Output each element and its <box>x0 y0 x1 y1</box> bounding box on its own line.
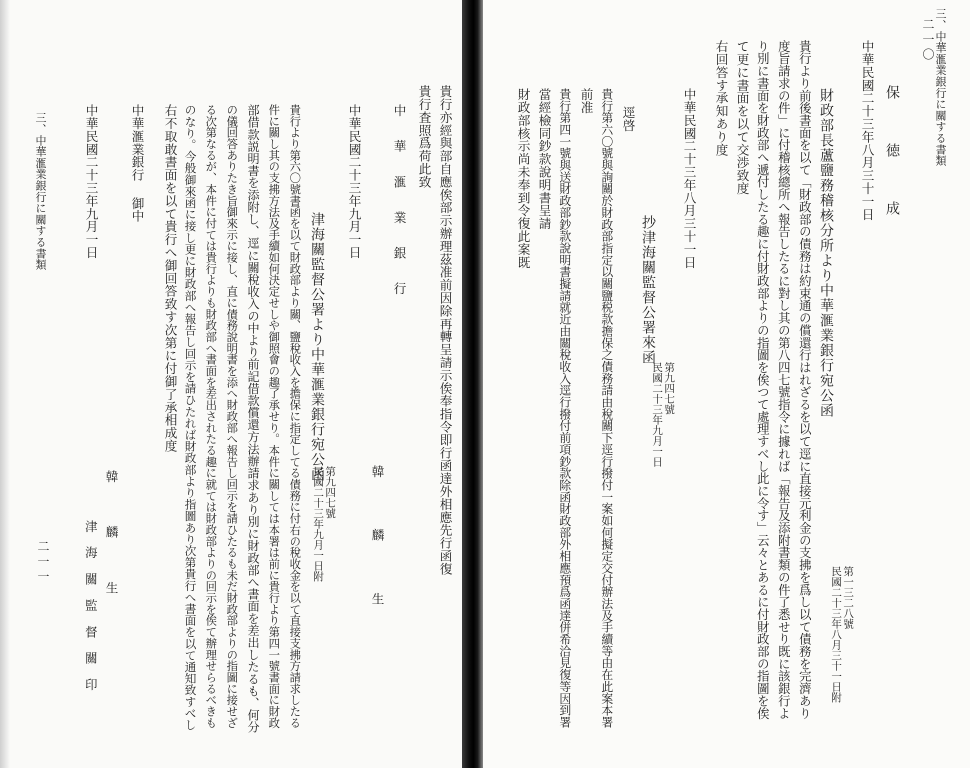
body-line: て更に書面を以て交渉致度 <box>734 40 750 195</box>
salutation: 逕啓 <box>620 106 636 132</box>
body-line: 貴行より前後書面を以て「財政部の債務は約束通の償還行はれざるを以て逕に直接元利金の支拂を爲し以て債務を完濟あり <box>797 40 812 720</box>
copy-heading: 抄津海關監督公署來函 <box>640 215 656 365</box>
copy-doc-number: 第九四七號 <box>663 362 676 415</box>
date-line: 中華民國二十三年九月一日 <box>83 104 99 259</box>
left-page <box>0 0 462 768</box>
letter-heading: 財政部長蘆鹽務稽核分所より中華滙業銀行宛公函 <box>818 88 834 418</box>
body-line: 度旨請求の件」に付稽核總所へ報告したるに對し其の第八四七號指令に據れば「報告及添附書類の件了悉せり既に該銀行よ <box>776 40 791 720</box>
doc-number-date <box>830 566 854 703</box>
signature-name: 韓 麟 生 <box>103 470 119 608</box>
body-line: の儀回答ありたき旨御來示に接し、直に債務說明書を添へ財政部へ報告し回示を請ひたるも未だ財政部よりの指圖に接せざ <box>225 104 240 729</box>
body-line: る次第なるが、本件に付ては貴行よりも財政部へ書面を差出されたる趣に就ては財政部よりの回示を俟て辦理せらるべきも <box>204 104 219 729</box>
doc-number-date <box>312 466 336 582</box>
copy-doc-number-date <box>651 362 675 467</box>
copy-body-line: 前准 <box>578 88 594 114</box>
addressee-closing: 中華滙業銀行 御中 <box>129 104 145 223</box>
book-gutter <box>462 0 483 768</box>
author-name: 保 徳 成 <box>884 85 900 229</box>
running-head: 三、中華滙業銀行に關する書類 <box>34 112 47 271</box>
letter-heading: 津海關監督公署より中華滙業銀行宛公函 <box>309 212 325 482</box>
right-page <box>483 0 970 768</box>
doc-number: 第九四七號 <box>324 466 337 519</box>
date-line: 中華民國二十三年八月三十一日 <box>859 40 875 221</box>
top-line: 貴行査照爲荷此致 <box>416 85 432 189</box>
author-name: 韓 麟 生 <box>369 465 385 623</box>
copy-body-line: 貴行第四一號與送財政部鈔款說明書擬請就近由關稅收入逕行撥付前項鈔款除函財政部外相應預爲函達併希洽見復等因到署 <box>557 88 572 728</box>
copy-doc-date: 民國二十三年九月一日 <box>651 362 664 467</box>
body-line: のなり。今般御來函に接し更に財政部へ報告し回示を請ひたれば財政部より指圖あり次第貴行へ書面を以て通知致すべし <box>183 104 198 731</box>
top-line: 貴行亦經與部自應俟部示辦理茲准前因除再轉呈請示俟奉指令即行函達外相應先行函復 <box>437 85 453 576</box>
body-line: 部借款説明書を添附し、逕に關稅收入の中より前記借款償還方法辦請求あり別に財政部へ書面を差出したるも、何分 <box>246 104 261 734</box>
copy-body-line: 當經檢同鈔款說明書呈請 <box>536 88 552 230</box>
running-head: 三、中華滙業銀行に關する書類 <box>934 8 947 167</box>
body-line: り別に書面を財政部へ遞付したる趣に付財政部よりの指圖を俟つて處理すべし此に令す」云々とあるに付財政部の指圖を俟 <box>755 40 770 720</box>
page-number: 二一一 <box>36 540 50 585</box>
body-line: 件に關し其の支拂方法及手續如何決定せしや御照會の趣了承せり。本件に關しては本署は前に貴行より第四一號書面に財政 <box>267 104 282 729</box>
body-line: 貴行より第六〇號書函を以て財政部より關、鹽稅收入を擔保に指定してる債務に付右の稅收金を以て直接支拂方請求したる <box>288 104 303 729</box>
body-line: 右回答す承知あり度 <box>713 40 729 157</box>
copy-body-line: 貴行第六〇號與詢關於財政部指定以關鹽税款擔保之債務請由稅關下逕行撥付一案如何擬定交付辦法及手續等由在此案本署 <box>599 88 614 728</box>
page-number: 二一〇 <box>921 18 935 63</box>
doc-date: 民國二十三年九月一日附 <box>312 466 325 582</box>
date-line: 中華民國二十三年九月一日 <box>346 104 362 259</box>
signature-title: 津 海 關 監 督 關 印 <box>83 520 98 691</box>
doc-number: 第一三二八號 <box>842 566 855 629</box>
copy-body-line: 財政部核示尚未奉到令復此案既 <box>515 88 531 269</box>
doc-date: 民國二十三年八月三十一日附 <box>830 566 843 703</box>
page-edge-shadow <box>0 0 10 768</box>
date-line: 中華民國二十三年八月三十一日 <box>681 88 697 269</box>
body-line: 右不取敢書面を以て貴行へ御回答致す次第に付御了承相成度 <box>162 104 178 453</box>
addressee: 中 華 滙 業 銀 行 <box>391 104 407 299</box>
